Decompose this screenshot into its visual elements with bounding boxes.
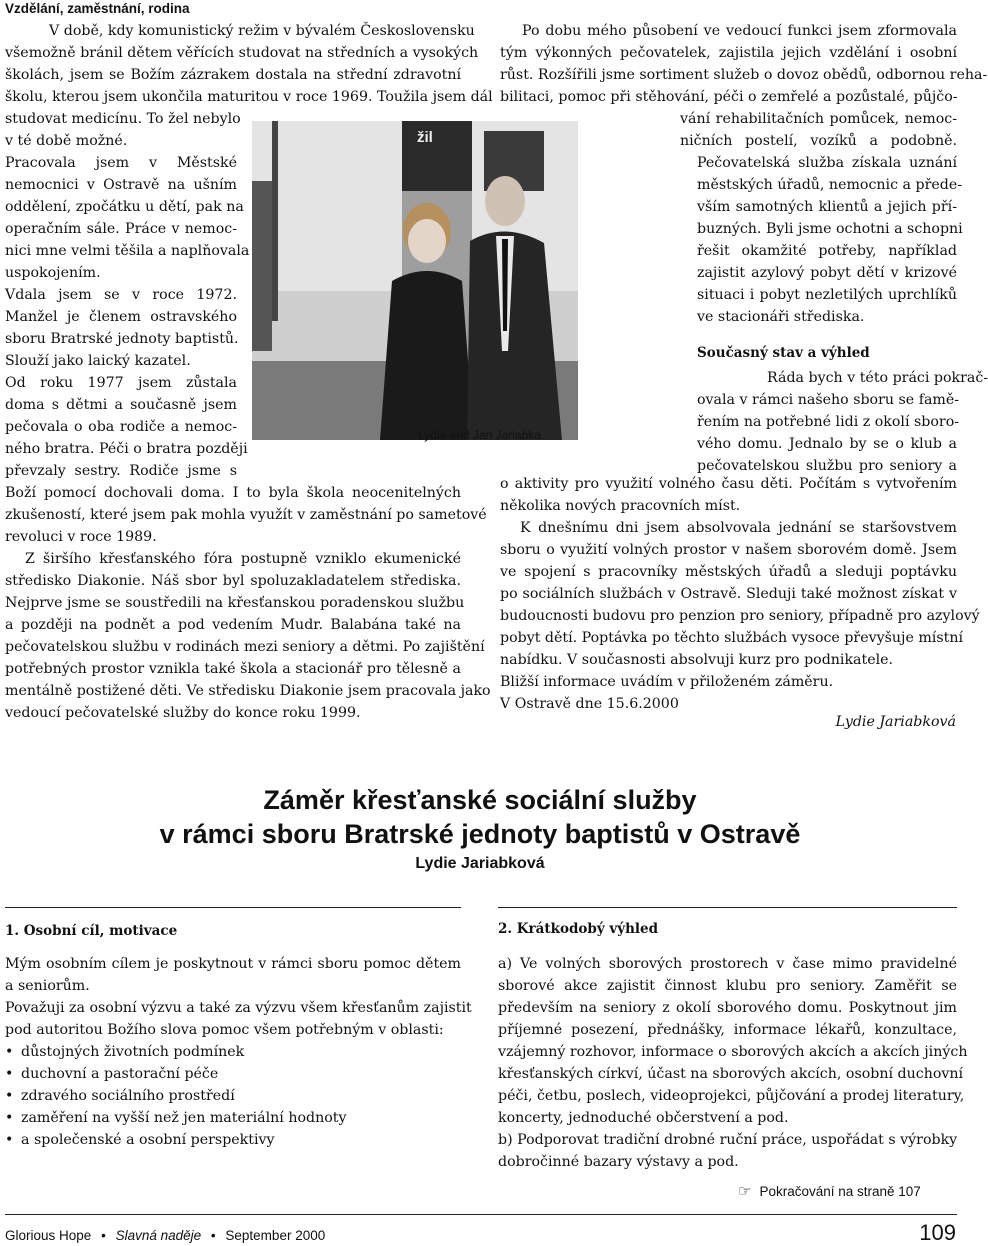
text-line: středisko Diakonie. Náš sbor byl spoluzakladatelem střediska. xyxy=(5,573,461,589)
continuation-note xyxy=(738,1182,921,1200)
section-heading-current-state: Současný stav a výhled xyxy=(697,345,870,361)
article-author: Lydie Jariabková xyxy=(415,855,545,872)
section1-rule xyxy=(5,907,461,908)
text-line: a později na podnět a pod vedením Mudr. Balabána také na xyxy=(5,617,461,633)
text-line: pečovala o oba rodiče a nemoc- xyxy=(5,419,237,435)
text-line: řením na potřebné lidi z okolí sboro- xyxy=(697,414,960,430)
text-line: ničních postelí, vozíků a podobně. xyxy=(680,133,957,149)
text-line: Bližší informace uvádím v přiloženém záměru. xyxy=(500,674,834,690)
text-line: budoucnosti budovu pro penzion pro seniory, případně pro azylový xyxy=(500,608,980,624)
text-line: dobročinné bazary výstavy a pod. xyxy=(498,1154,739,1170)
text-line: příjemné posezení, přednášky, informace lékařů, konzultace, xyxy=(498,1022,957,1038)
page-number: 109 xyxy=(919,1220,956,1245)
text-line: vedoucí pečovatelské služby do konce roku 1999. xyxy=(5,705,361,721)
text-line: v té době možné. xyxy=(5,133,128,149)
text-line: studovat medicínu. To žel nebylo xyxy=(5,111,241,127)
text-line: vého domu. Jednalo by se o klub a xyxy=(697,436,957,452)
text-line: městských úřadů, nemocnic a přede- xyxy=(697,177,963,193)
footer-rule xyxy=(5,1214,957,1215)
text-line: Po dobu mého působení ve vedoucí funkci jsem zformovala xyxy=(522,23,957,39)
photo-caption: Lydie and Jan Jariabka xyxy=(418,428,541,442)
text-line: a) Ve volných sborových prostorech v čase mimo pravidelné xyxy=(498,956,957,972)
text-line: a seniorům. xyxy=(5,978,90,994)
bullet-item: • důstojných životních podmínek xyxy=(5,1041,461,1063)
text-line: ve spojení s pracovníky městských úřadů a sleduji poptávku xyxy=(500,564,957,580)
section2-heading: 2. Krátkodobý výhled xyxy=(498,921,659,937)
text-line: Vdala jsem se v roce 1972. xyxy=(5,287,237,303)
section-heading-education: Vzdělání, zaměstnání, rodina xyxy=(5,1,190,16)
text-line: několika nových pracovních míst. xyxy=(500,498,741,514)
text-line: všemožně bránil dětem věřících studovat na středních a vysokých xyxy=(5,45,479,61)
text-line: ovala v rámci našeho sboru se famě- xyxy=(697,392,960,408)
text-line: školách, jsem se Božím zázrakem dostala na střední zdravotní xyxy=(5,67,461,83)
section1-heading: 1. Osobní cíl, motivace xyxy=(5,923,178,939)
section1-bullet-list xyxy=(5,1041,461,1151)
text-line: ve stacionáři střediska. xyxy=(697,309,865,325)
text-line: Od roku 1977 jsem zůstala xyxy=(5,375,237,391)
right-column-text-a xyxy=(500,20,988,328)
section1-text xyxy=(5,953,472,1041)
footer-date: September 2000 xyxy=(225,1228,326,1243)
text-line: Považuji za osobní výzvu a také za výzvu všem křesťanům zajistit xyxy=(5,1000,472,1016)
right-column-text-b xyxy=(697,367,988,477)
footer-publication xyxy=(5,1228,325,1243)
text-line: doma s dětmi a současně jsem xyxy=(5,397,237,413)
bullet-item: • duchovní a pastorační péče xyxy=(5,1063,461,1085)
bullet-item: • zaměření na vyšší než jen materiální hodnoty xyxy=(5,1107,461,1129)
text-line: zkušeností, které jsem pak mohla využít v zaměstnání po sametové xyxy=(5,507,487,523)
footer-pub-cz: Slavná naděje xyxy=(115,1228,202,1243)
section2-text xyxy=(498,953,968,1173)
bullet-separator-icon: • xyxy=(210,1228,216,1243)
text-line: nemocnici v Ostravě na ušním xyxy=(5,177,237,193)
photo-sign-text: žil xyxy=(417,129,433,146)
text-line: Nejprve jsme se soustředili na křesťanskou poradenskou službu xyxy=(5,595,465,611)
text-line: sboru o využití volných prostor v našem sborovém domě. Jsem xyxy=(500,542,957,558)
bullet-item: • zdravého sociálního prostředí xyxy=(5,1085,461,1107)
text-line: operačním sále. Práce v nemoc- xyxy=(5,221,237,237)
continuation-text: Pokračování na straně 107 xyxy=(759,1184,921,1199)
text-line: vání rehabilitačních pomůcek, nemoc- xyxy=(680,111,957,127)
text-line: Slouží jako laický kazatel. xyxy=(5,353,191,369)
text-line: nabídku. V současnosti absolvuji kurz pro podnikatele. xyxy=(500,652,894,668)
text-line: Pracovala jsem v Městské xyxy=(5,155,237,171)
text-line: růst. Rozšířili jsme sortiment služeb o dovoz obědů, odbornou reha- xyxy=(500,67,988,83)
text-line: V době, kdy komunistický režim v bývalém Československu xyxy=(49,23,475,39)
text-line: Manžel je členem ostravského xyxy=(5,309,237,325)
text-line: pobyt dětí. Poptávka po těchto službách vysoce převyšuje místní xyxy=(500,630,963,646)
text-line: péči, četbu, poslech, videoprojekci, půjčování a prodej literatury, xyxy=(498,1088,965,1104)
text-line: řešit okamžité potřeby, například xyxy=(697,243,957,259)
text-line: školu, kterou jsem ukončila maturitou v roce 1969. Toužila jsem dál xyxy=(5,89,493,105)
text-line: ného bratra. Péči o bratra později xyxy=(5,441,248,457)
text-line: Mým osobním cílem je poskytnout v rámci sboru pomoc dětem xyxy=(5,956,461,972)
text-line: především na seniory z okolí sborového domu. Poskytnout jim xyxy=(498,1000,957,1016)
text-line: bilitaci, pomoc při stěhování, péči o zemřelé a pozůstalé, půjčo- xyxy=(500,89,958,105)
text-line: situaci i pobyt nezletilých uprchlíků xyxy=(697,287,957,303)
section2-rule xyxy=(498,907,957,908)
text-line: vzájemný rozhovor, informace o sborových akcích a akcích jiných xyxy=(498,1044,968,1060)
text-line: Pečovatelská služba získala uznání xyxy=(697,155,957,171)
text-line: tým výkonných pečovatelek, zajistila jejich vzdělání i osobní xyxy=(500,45,957,61)
article-title-line1: Záměr křesťanské sociální služby xyxy=(263,785,697,815)
text-line: uspokojením. xyxy=(5,265,101,281)
text-line: pečovatelskou službu v rodinách mezi seniory a dětmi. Po zajištění xyxy=(5,639,485,655)
text-line: vším samotných klientů a jejich pří- xyxy=(697,199,957,215)
text-line: zajistit azylový pobyt dětí v krizové xyxy=(697,265,957,281)
text-line: převzaly sestry. Rodiče jsme s xyxy=(5,463,237,479)
text-line: buzných. Byli jsme ochotni a schopni xyxy=(697,221,963,237)
pointing-hand-icon: ☞ xyxy=(738,1183,752,1200)
text-line: křesťanských církví, účast na sborových akcích, osobní duchovní xyxy=(498,1066,964,1082)
text-line: o aktivity pro využití volného času děti. Počítám s vytvořením xyxy=(500,476,957,492)
text-line: po sociálních službách v Ostravě. Sleduji také možnost získat v xyxy=(500,586,957,602)
footer-pub-en: Glorious Hope xyxy=(5,1228,92,1243)
text-line: sboru Bratrské jednoty baptistů. xyxy=(5,331,239,347)
bullet-item: • a společenské a osobní perspektivy xyxy=(5,1129,461,1151)
text-line: K dnešnímu dni jsem absolvovala jednání se staršovstvem xyxy=(520,520,957,536)
text-line: Z širšího křesťanského fóra postupně vzniklo ekumenické xyxy=(25,551,461,567)
text-line: nici mne velmi těšila a naplňovala xyxy=(5,243,250,259)
text-line: pod autoritou Božího slova pomoc všem potřebným v oblasti: xyxy=(5,1022,444,1038)
text-line: b) Podporovat tradiční drobné ruční práce, uspořádat s výrobky xyxy=(498,1132,958,1148)
article-title-line2: v rámci sboru Bratrské jednoty baptistů v Ostravě xyxy=(159,819,801,849)
text-line: V Ostravě dne 15.6.2000 xyxy=(500,696,679,712)
text-line: potřebných prostor vznikla také škola a stacionář pro tělesně a xyxy=(5,661,461,677)
bullet-separator-icon: • xyxy=(101,1228,106,1243)
text-line: Ráda bych v této práci pokrač- xyxy=(767,370,988,386)
text-line: pečovatelskou službu pro seniory a xyxy=(697,458,957,474)
text-line: oddělení, zpočátku u dětí, pak na xyxy=(5,199,244,215)
text-line: revoluci v roce 1989. xyxy=(5,529,157,545)
text-line: mentálně postižené děti. Ve středisku Diakonie jsem pracovala jako xyxy=(5,683,491,699)
text-line: Boží pomocí dochovali doma. I to byla škola neocenitelných xyxy=(5,485,461,501)
text-line: sborové akce zajistit činnost klubu pro seniory. Zaměřit se xyxy=(498,978,957,994)
right-column-text-c xyxy=(500,473,980,715)
signature: Lydie Jariabková xyxy=(835,714,956,730)
text-line: koncerty, jednoduché občerstvení a pod. xyxy=(498,1110,789,1126)
